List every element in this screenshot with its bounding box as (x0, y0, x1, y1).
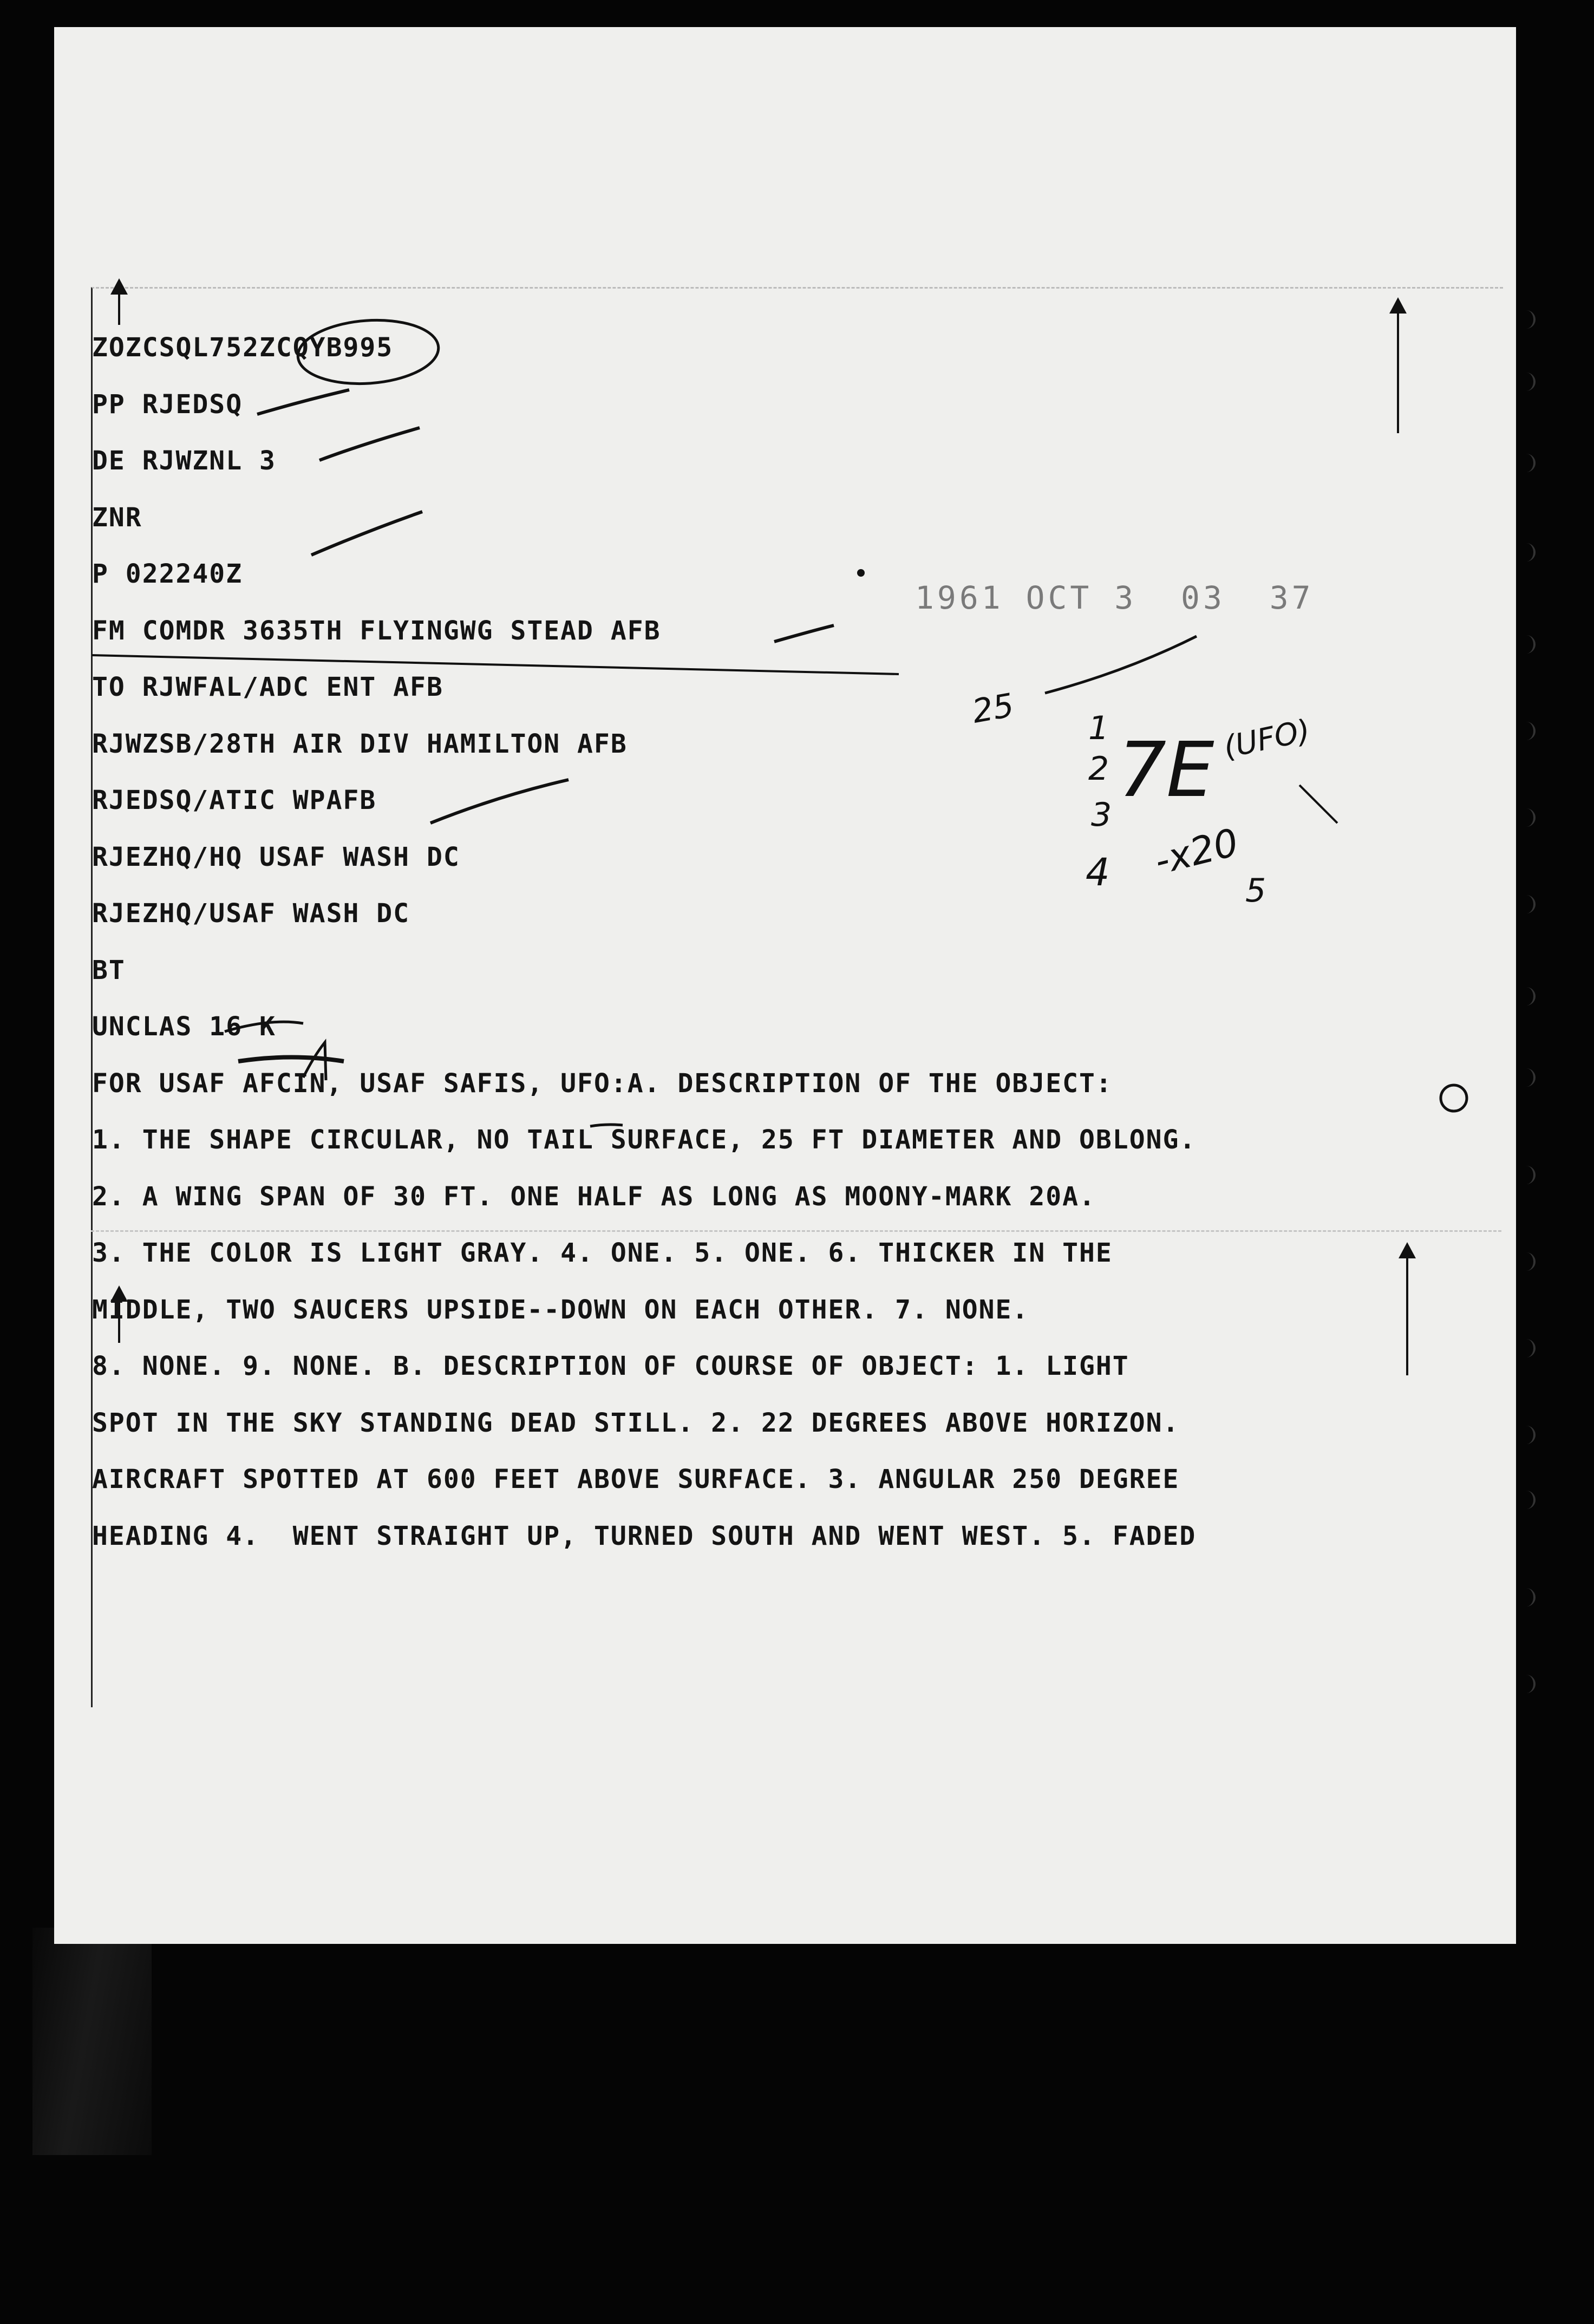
note-5: 5 (1245, 872, 1266, 910)
feed-direction-arrow-icon (1397, 301, 1399, 433)
body-line: FOR USAF AFCIN, USAF SAFIS, UFO:A. DESCRIPTION OF THE OBJECT: (92, 1068, 1113, 1099)
film-scratch (32, 1928, 152, 2155)
note-7e: 7E (1118, 726, 1214, 814)
addressee-line: RJEDSQ/ATIC WPAFB (92, 785, 377, 815)
classification-line: UNCLAS 16 K (92, 1011, 276, 1042)
note-3: 3 (1091, 796, 1112, 834)
date-time-group: P 022240Z (92, 559, 243, 589)
header-routing: ZOZCSQL752ZCQYB995 (92, 332, 394, 363)
body-line: 2. A WING SPAN OF 30 FT. ONE HALF AS LONG AS MOONY-MARK 20A. (92, 1181, 1096, 1212)
body-line: AIRCRAFT SPOTTED AT 600 FEET ABOVE SURFACE. 3. ANGULAR 250 DEGREE (92, 1464, 1180, 1494)
feed-direction-arrow-icon (1406, 1245, 1408, 1375)
addressee-line: RJEZHQ/USAF WASH DC (92, 898, 410, 929)
note-25: 25 (969, 686, 1017, 731)
body-line: 3. THE COLOR IS LIGHT GRAY. 4. ONE. 5. ONE. 6. THICKER IN THE (92, 1238, 1113, 1268)
note-4: 4 (1086, 850, 1110, 895)
break-line: BT (92, 955, 126, 985)
body-line: SPOT IN THE SKY STANDING DEAD STILL. 2. 22 DEGREES ABOVE HORIZON. (92, 1407, 1180, 1438)
addressee-line: RJEZHQ/HQ USAF WASH DC (92, 841, 460, 872)
body-line: HEADING 4. WENT STRAIGHT UP, TURNED SOUTH AND WENT WEST. 5. FADED (92, 1520, 1197, 1551)
from-line: FM COMDR 3635TH FLYINGWG STEAD AFB (92, 615, 661, 646)
to-line: TO RJWFAL/ADC ENT AFB (92, 672, 443, 702)
note-2: 2 (1088, 750, 1109, 788)
message-body (92, 319, 1196, 1564)
feed-direction-arrow-icon (118, 282, 120, 325)
body-line: 8. NONE. 9. NONE. B. DESCRIPTION OF COURSE OF OBJECT: 1. LIGHT (92, 1351, 1129, 1381)
body-line: MIDDLE, TWO SAUCERS UPSIDE--DOWN ON EACH OTHER. 7. NONE. (92, 1294, 1029, 1325)
precedence-line: PP RJEDSQ (92, 389, 243, 420)
operating-signal: ZNR (92, 502, 142, 533)
received-date-stamp: 1961 OCT 3 03 37 (915, 579, 1314, 616)
body-line: 1. THE SHAPE CIRCULAR, NO TAIL SURFACE, 25 FT DIAMETER AND OBLONG. (92, 1125, 1197, 1155)
note-x20: -x20 (1150, 820, 1243, 884)
originating-station: DE RJWZNL 3 (92, 446, 276, 476)
addressee-line: RJWZSB/28TH AIR DIV HAMILTON AFB (92, 728, 628, 759)
note-ufo: (UFO) (1220, 713, 1314, 766)
note-1: 1 (1088, 709, 1109, 747)
